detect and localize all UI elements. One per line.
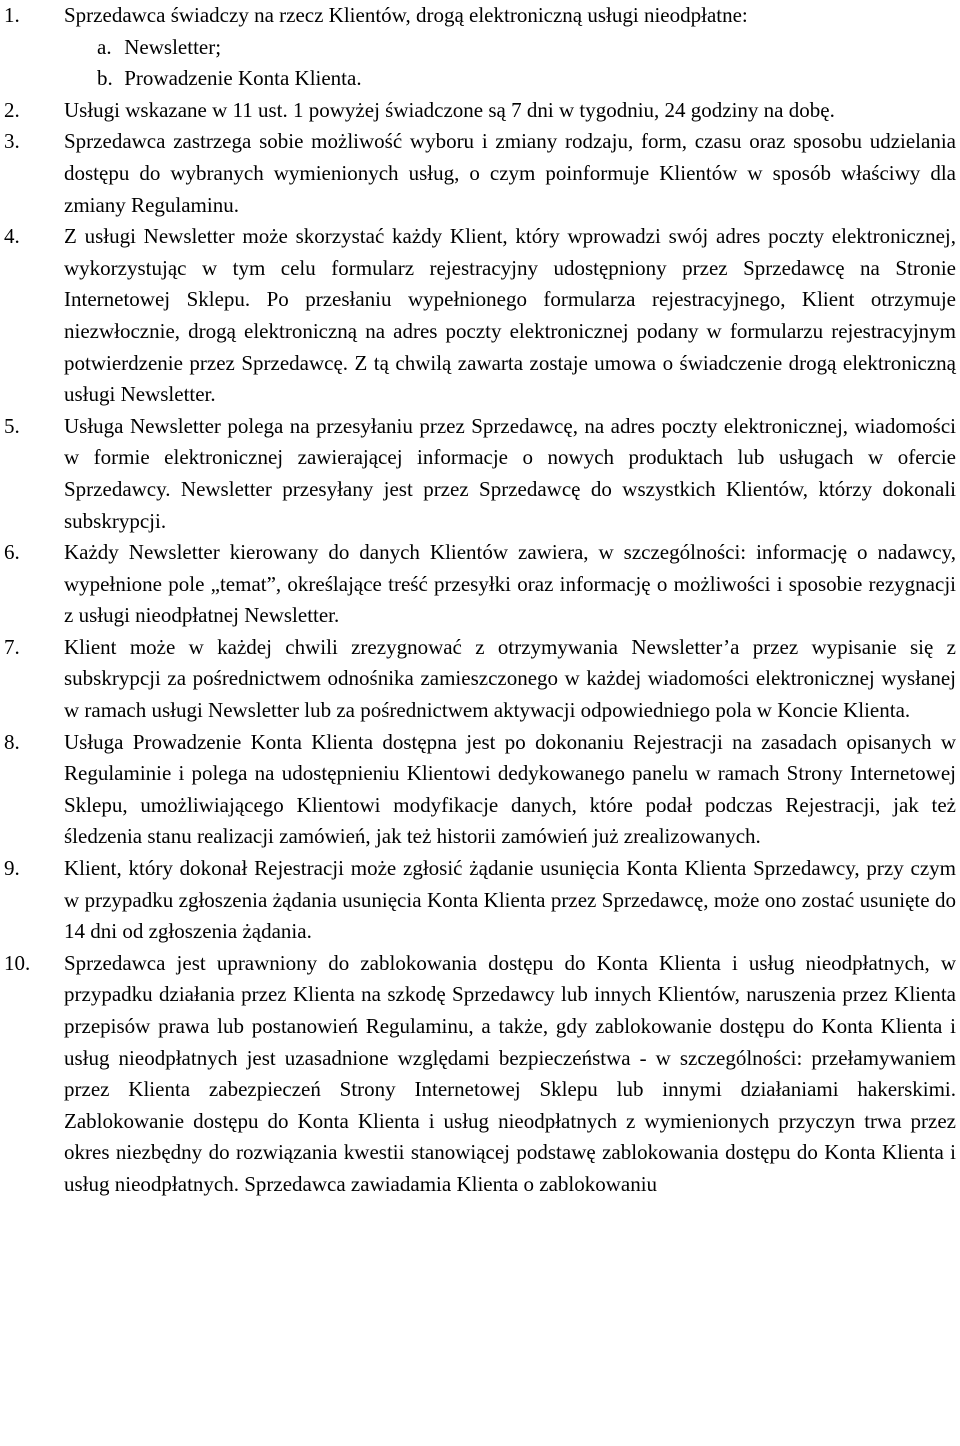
list-item-9 [4, 853, 956, 948]
item-number: 8. [4, 729, 20, 754]
sublist [64, 32, 956, 95]
item-text: Każdy Newsletter kierowany do danych Klientów zawiera, w szczególności: informację o nadawcy, wypełnione pole „temat”, określające treść przesyłki oraz informację o możliwości i sposobie rezygnacji z usługi nieodpłatnej Newsletter. [64, 540, 956, 628]
item-text: Sprzedawca świadczy na rzecz Klientów, drogą elektroniczną usługi nieodpłatne: [64, 3, 748, 27]
list-item-5 [4, 411, 956, 537]
item-number: 10. [4, 950, 31, 975]
item-number: 5. [4, 413, 20, 438]
list-item-3 [4, 126, 956, 221]
regulations-list [4, 0, 956, 1201]
item-number: 4. [4, 224, 20, 249]
list-item-7 [4, 632, 956, 727]
item-number: 6. [4, 540, 20, 565]
list-item-2 [4, 95, 956, 127]
subitem-letter: a. [97, 34, 112, 59]
item-number: 9. [4, 856, 20, 881]
subitem-text: Newsletter; [124, 34, 222, 59]
item-number: 3. [4, 129, 20, 154]
item-text: Klient, który dokonał Rejestracji może zgłosić żądanie usunięcia Konta Klienta Sprzedawcy, przy czym w przypadku zgłoszenia żądania usunięcia Konta Klienta przez Sprzedawcę, może ono zostać usunięte do 14 dni od zgłoszenia żądania. [64, 856, 956, 944]
item-text: Klient może w każdej chwili zrezygnować z otrzymywania Newsletter’a przez wypisanie się z subskrypcji za pośrednictwem odnośnika zamieszczonego w każdej wiadomości elektronicznej wysłanej w ramach usługi Newsletter lub za pośrednictwem aktywacji odpowiedniego pola w Koncie Klienta. [64, 634, 956, 723]
item-text: Z usługi Newsletter może skorzystać każdy Klient, który wprowadzi swój adres poczty elektronicznej, wykorzystując w tym celu formularz rejestracyjny udostępniony przez Sprzedawcę na Stronie Internetowej Sklepu. Po przesłaniu wypełnionego formularza rejestracyjnego, Klient otrzymuje niezwłocznie, drogą elektroniczną na adres poczty elektronicznej podany w formularzu rejestracyjnym potwierdzenie przez Sprzedawcę. Z tą chwilą zawarta zostaje umowa o świadczenie drogą elektroniczną usługi Newsletter. [64, 224, 956, 407]
subitem-letter: b. [97, 66, 113, 91]
list-item-8 [4, 727, 956, 853]
item-text: Sprzedawca zastrzega sobie możliwość wyboru i zmiany rodzaju, form, czasu oraz sposobu udzielania dostępu do wybranych wymienionych usług, o czym poinformuje Klientów w sposób właściwy dla zmiany Regulaminu. [64, 129, 956, 217]
item-text: Sprzedawca jest uprawniony do zablokowania dostępu do Konta Klienta i usług nieodpłatnych, w przypadku działania przez Klienta na szkodę Sprzedawcy lub innych Klientów, naruszenia przez Klienta przepisów prawa lub postanowień Regulaminu, a także, gdy zablokowanie dostępu do Konta Klienta i usług nieodpłatnych jest uzasadnione względami bezpieczeństwa - w szczególności: przełamywaniem przez Klienta zabezpieczeń Strony Internetowej Sklepu lub innymi działaniami hakerskimi. Zablokowanie dostępu do Konta Klienta i usług nieodpłatnych z wymienionych przyczyn trwa przez okres niezbędny do rozwiązania kwestii stanowiącej podstawę zablokowania dostępu do Konta Klienta i usług nieodpłatnych. Sprzedawca zawiadamia Klienta o zablokowaniu [64, 950, 956, 1196]
list-item-1 [4, 0, 956, 95]
item-number: 2. [4, 97, 20, 122]
sublist-item-b [64, 63, 956, 95]
item-text: Usługa Newsletter polega na przesyłaniu przez Sprzedawcę, na adres poczty elektronicznej, wiadomości w formie elektronicznej zawierającej informacje o nowych produktach lub usługach w ofercie Sprzedawcy. Newsletter przesyłany jest przez Sprzedawcę do wszystkich Klientów, którzy dokonali subskrypcji. [64, 413, 956, 533]
item-number: 7. [4, 634, 20, 659]
subitem-text: Prowadzenie Konta Klienta. [124, 66, 362, 91]
item-text: Usługi wskazane w 11 ust. 1 powyżej świadczone są 7 dni w tygodniu, 24 godziny na dobę. [64, 97, 835, 122]
sublist-item-a [64, 32, 956, 64]
item-number: 1. [4, 3, 20, 27]
item-text: Usługa Prowadzenie Konta Klienta dostępna jest po dokonaniu Rejestracji na zasadach opisanych w Regulaminie i polega na udostępnieniu Klientowi dedykowanego panelu w ramach Strony Internetowej Sklepu, umożliwiającego Klientowi modyfikacje danych, które podał podczas Rejestracji, jak też śledzenia stanu realizacji zamówień, jak też historii zamówień już zrealizowanych. [64, 729, 956, 849]
list-item-6 [4, 537, 956, 632]
list-item-4 [4, 221, 956, 411]
list-item-10 [4, 948, 956, 1201]
